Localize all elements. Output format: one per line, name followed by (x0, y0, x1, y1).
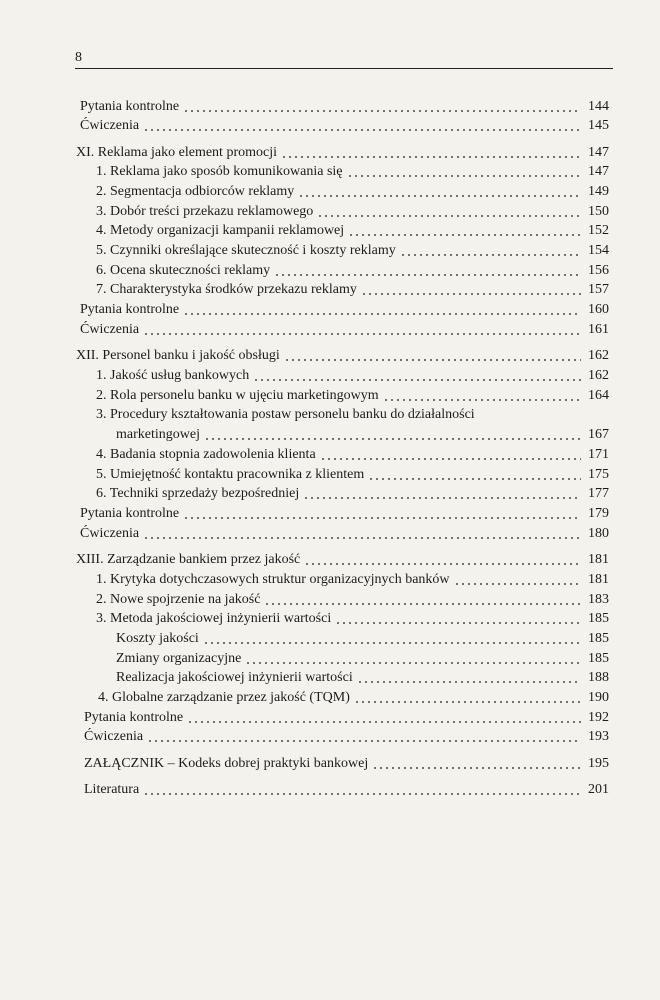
toc-dot-leader (253, 379, 581, 381)
toc-dot-leader (281, 156, 581, 158)
toc-entry-page: 149 (588, 184, 609, 199)
toc-entry-page: 156 (588, 263, 609, 278)
toc-dot-leader (203, 642, 581, 644)
toc-entry (84, 781, 609, 799)
toc-dot-leader (147, 740, 581, 742)
toc-dot-leader (400, 254, 581, 256)
toc-entry-title: XIII. Zarządzanie bankiem przez jakość (76, 552, 301, 567)
toc-entry (96, 571, 609, 589)
toc-entry-title: Realizacja jakościowej inżynierii wartości (116, 670, 353, 685)
toc-entry-title: 1. Jakość usług bankowych (96, 368, 250, 383)
toc-entry-title: Ćwiczenia (80, 118, 140, 133)
toc-entry-title: Pytania kontrolne (84, 710, 184, 725)
toc-entry (96, 203, 609, 221)
toc-entry-page: 144 (588, 99, 609, 114)
toc-entry-title: 1. Reklama jako sposób komunikowania się (96, 164, 343, 179)
toc-dot-leader (204, 438, 581, 440)
toc-entry-page: 162 (588, 368, 609, 383)
toc-entry-page: 201 (588, 782, 609, 797)
toc-entry-title: XII. Personel banku i jakość obsługi (76, 348, 280, 363)
toc-entry-page: 192 (588, 710, 609, 725)
toc-entry (98, 689, 609, 707)
toc-entry-page: 171 (588, 447, 609, 462)
toc-dot-leader (183, 110, 581, 112)
toc-entry-title: 5. Czynniki określające skuteczność i koszty reklamy (96, 243, 396, 258)
toc-entry-title: 4. Globalne zarządzanie przez jakość (TQM) (98, 690, 350, 705)
toc-entry-title: marketingowej (116, 427, 200, 442)
toc-entry-page: 162 (588, 348, 609, 363)
toc-dot-leader (454, 583, 581, 585)
toc-dot-leader (361, 293, 581, 295)
toc-entry-page: 157 (588, 282, 609, 297)
toc-dot-leader (317, 215, 581, 217)
toc-entry-title: 4. Metody organizacji kampanii reklamowej (96, 223, 345, 238)
toc-entry (116, 669, 609, 687)
toc-entry (96, 387, 609, 405)
toc-dot-leader (320, 458, 581, 460)
toc-entry-title: 2. Rola personelu banku w ujęciu marketingowym (96, 388, 379, 403)
toc-entry-title: Literatura (84, 782, 140, 797)
toc-entry (96, 446, 609, 464)
page-number: 8 (75, 50, 82, 65)
toc-entry (96, 367, 609, 385)
toc-dot-leader (368, 478, 581, 480)
toc-entry-page: 160 (588, 302, 609, 317)
toc-dot-leader (143, 537, 581, 539)
toc-entry-title: 6. Ocena skuteczności reklamy (96, 263, 271, 278)
toc-entry (96, 406, 609, 424)
toc-entry-title: Pytania kontrolne (80, 302, 180, 317)
toc-entry-title: 5. Umiejętność kontaktu pracownika z klientem (96, 467, 365, 482)
toc-dot-leader (187, 721, 581, 723)
toc-dot-leader (298, 195, 581, 197)
toc-entry-page: 154 (588, 243, 609, 258)
toc-entry (96, 610, 609, 628)
toc-entry (84, 709, 609, 727)
toc-entry-title: 4. Badania stopnia zadowolenia klienta (96, 447, 316, 462)
toc-entry (116, 630, 609, 648)
toc-entry (80, 301, 609, 319)
toc-dot-leader (284, 359, 581, 361)
toc-dot-leader (245, 662, 581, 664)
toc-dot-leader (274, 274, 581, 276)
toc-entry (76, 347, 609, 365)
toc-entry (96, 163, 609, 181)
toc-dot-leader (143, 129, 581, 131)
toc-entry (96, 262, 609, 280)
toc-entry-page: 167 (588, 427, 609, 442)
toc-entry-page: 185 (588, 631, 609, 646)
toc-entry (76, 144, 609, 162)
toc-dot-leader (383, 399, 581, 401)
toc-dot-leader (183, 517, 581, 519)
toc-dot-leader (348, 234, 581, 236)
toc-entry-page: 175 (588, 467, 609, 482)
toc-entry (84, 755, 609, 773)
toc-dot-leader (303, 497, 581, 499)
toc-entry-title: Ćwiczenia (80, 526, 140, 541)
toc-entry (80, 117, 609, 135)
toc-entry-page: 195 (588, 756, 609, 771)
toc-entry (96, 183, 609, 201)
toc-dot-leader (357, 681, 581, 683)
toc-entry (96, 242, 609, 260)
toc-entry-page: 190 (588, 690, 609, 705)
toc-dot-leader (372, 767, 581, 769)
toc-entry-page: 161 (588, 322, 609, 337)
toc-entry-title: 1. Krytyka dotychczasowych struktur organizacyjnych banków (96, 572, 450, 587)
toc-dot-leader (143, 793, 581, 795)
toc-entry-page: 183 (588, 592, 609, 607)
toc-entry-title: 3. Metoda jakościowej inżynierii wartości (96, 611, 332, 626)
toc-dot-leader (143, 333, 581, 335)
toc-entry (76, 551, 609, 569)
toc-entry-title: XI. Reklama jako element promocji (76, 145, 277, 160)
toc-entry-title: Ćwiczenia (80, 322, 140, 337)
toc-entry-title: 7. Charakterystyka środków przekazu reklamy (96, 282, 357, 297)
toc-dot-leader (347, 175, 581, 177)
toc-entry-page: 181 (588, 552, 609, 567)
toc-entry-title: Pytania kontrolne (80, 506, 180, 521)
toc-entry-title: Koszty jakości (116, 631, 199, 646)
toc-dot-leader (335, 622, 581, 624)
toc-entry (96, 591, 609, 609)
toc-entry (116, 426, 609, 444)
toc-entry-title: Zmiany organizacyjne (116, 651, 242, 666)
toc-entry-page: 180 (588, 526, 609, 541)
toc-entry-page: 177 (588, 486, 609, 501)
toc-entry-page: 193 (588, 729, 609, 744)
toc-entry (96, 466, 609, 484)
toc-entry-page: 185 (588, 611, 609, 626)
toc-entry-page: 181 (588, 572, 609, 587)
toc-entry-page: 179 (588, 506, 609, 521)
toc-entry-title: 3. Dobór treści przekazu reklamowego (96, 204, 314, 219)
toc-entry-page: 185 (588, 651, 609, 666)
toc-entry (80, 505, 609, 523)
toc-entry-page: 150 (588, 204, 609, 219)
toc-entry (96, 281, 609, 299)
toc-entry-page: 145 (588, 118, 609, 133)
toc-entry (84, 728, 609, 746)
toc-entry-title: 3. Procedury kształtowania postaw personelu banku do działalności (96, 407, 475, 422)
toc-entry (80, 321, 609, 339)
toc-entry (80, 525, 609, 543)
toc-entry-title: 2. Segmentacja odbiorców reklamy (96, 184, 295, 199)
toc-entry-page: 147 (588, 164, 609, 179)
toc-entry (96, 485, 609, 503)
toc-entry-page: 188 (588, 670, 609, 685)
toc-dot-leader (183, 313, 581, 315)
toc-entry-title: Ćwiczenia (84, 729, 144, 744)
toc-entry (96, 222, 609, 240)
toc-entry-title: 6. Techniki sprzedaży bezpośredniej (96, 486, 300, 501)
toc-entry-page: 164 (588, 388, 609, 403)
toc-entry (80, 98, 609, 116)
toc-entry-page: 152 (588, 223, 609, 238)
toc-dot-leader (354, 701, 581, 703)
toc-dot-leader (264, 603, 581, 605)
toc-entry (116, 650, 609, 668)
toc-entry-title: 2. Nowe spojrzenie na jakość (96, 592, 261, 607)
toc-entry-title: ZAŁĄCZNIK – Kodeks dobrej praktyki bankowej (84, 756, 369, 771)
toc-dot-leader (304, 563, 581, 565)
toc-entry-title: Pytania kontrolne (80, 99, 180, 114)
toc-entry-page: 147 (588, 145, 609, 160)
